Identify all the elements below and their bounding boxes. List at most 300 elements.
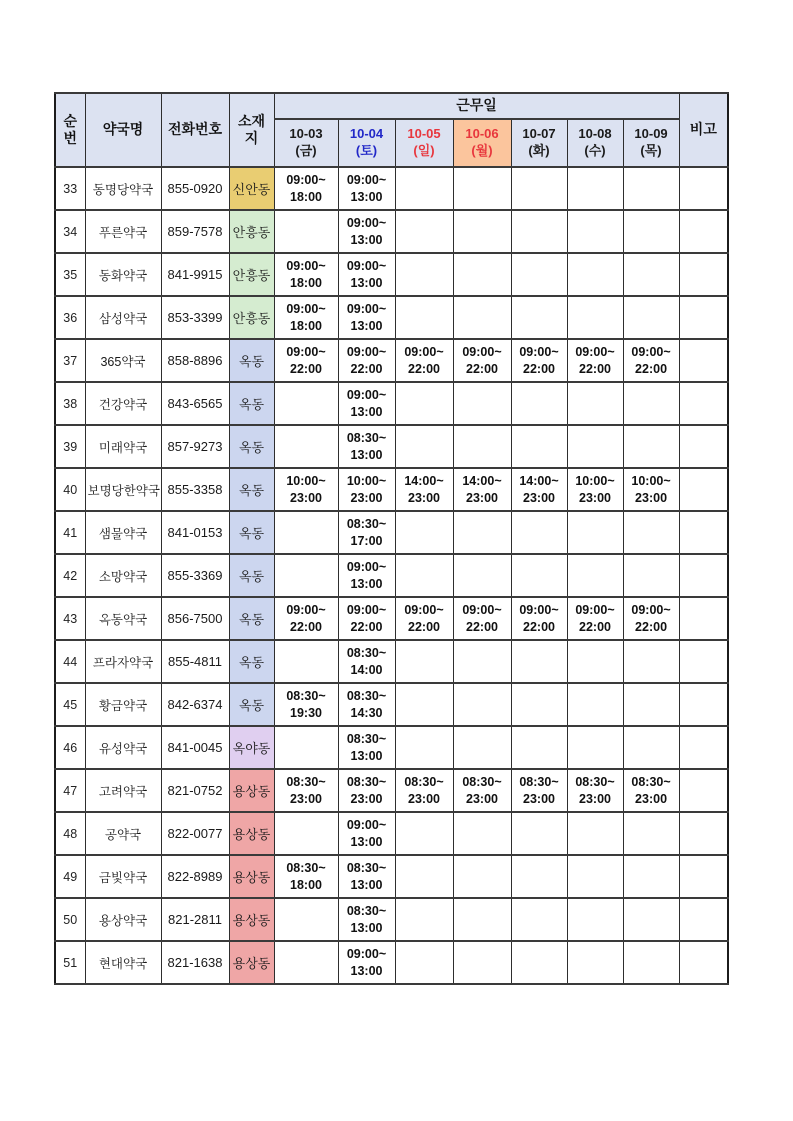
phone-cell: 859-7578 <box>161 210 229 253</box>
time-cell <box>453 511 511 554</box>
time-cell <box>511 425 567 468</box>
location-cell: 옥동 <box>229 382 274 425</box>
note-cell <box>679 726 728 769</box>
time-cell <box>511 640 567 683</box>
time-close: 14:00 <box>350 662 383 677</box>
weekday-label: (목) <box>640 143 662 158</box>
pharmacy-name-cell: 동명당약국 <box>85 167 161 210</box>
row-number-cell: 39 <box>55 425 85 468</box>
time-cell <box>511 941 567 984</box>
time-close: 13:00 <box>350 404 383 419</box>
time-cell <box>567 898 623 941</box>
pharmacy-name-cell: 금빛약국 <box>85 855 161 898</box>
time-open: 09:00~ <box>286 258 326 273</box>
time-cell <box>511 855 567 898</box>
time-cell <box>395 812 453 855</box>
note-cell <box>679 597 728 640</box>
time-cell <box>338 812 395 855</box>
time-close: 22:00 <box>579 361 611 376</box>
time-cell <box>274 339 338 382</box>
time-open: 14:00~ <box>462 473 502 488</box>
pharmacy-name-cell: 365약국 <box>85 339 161 382</box>
time-cell <box>623 296 679 339</box>
pharmacy-name-cell: 샘물약국 <box>85 511 161 554</box>
time-cell <box>395 554 453 597</box>
time-open: 08:30~ <box>404 774 444 789</box>
time-open: 08:30~ <box>519 774 559 789</box>
time-cell <box>338 855 395 898</box>
time-cell <box>623 769 679 812</box>
time-cell <box>338 253 395 296</box>
date-label: 10-06 <box>465 126 499 142</box>
time-open: 09:00~ <box>286 602 326 617</box>
time-cell <box>274 210 338 253</box>
time-cell <box>395 339 453 382</box>
time-open: 08:30~ <box>286 860 326 875</box>
note-cell <box>679 941 728 984</box>
time-close: 13:00 <box>350 920 383 935</box>
time-cell <box>567 425 623 468</box>
note-cell <box>679 296 728 339</box>
time-cell <box>453 683 511 726</box>
date-label: 10-03 <box>289 126 323 142</box>
time-open: 09:00~ <box>575 602 615 617</box>
note-cell <box>679 640 728 683</box>
time-open: 09:00~ <box>462 602 502 617</box>
time-cell <box>338 425 395 468</box>
pharmacy-schedule-table <box>54 92 729 985</box>
time-cell <box>274 640 338 683</box>
time-open: 09:00~ <box>346 258 387 273</box>
time-cell <box>274 855 338 898</box>
weekday-label: (금) <box>295 143 317 158</box>
time-cell <box>453 468 511 511</box>
pharmacy-name-cell: 삼성약국 <box>85 296 161 339</box>
time-cell <box>395 769 453 812</box>
time-close: 22:00 <box>350 361 383 376</box>
time-cell <box>623 855 679 898</box>
header-date-10-04 <box>338 119 395 167</box>
time-cell <box>453 640 511 683</box>
phone-cell: 822-0077 <box>161 812 229 855</box>
time-open: 09:00~ <box>346 301 387 316</box>
weekday-label: (일) <box>413 143 435 158</box>
time-cell <box>338 683 395 726</box>
time-open: 08:30~ <box>346 903 387 918</box>
time-cell <box>567 683 623 726</box>
note-cell <box>679 898 728 941</box>
pharmacy-name-cell: 용상약국 <box>85 898 161 941</box>
time-cell <box>395 726 453 769</box>
phone-cell: 841-0153 <box>161 511 229 554</box>
note-cell <box>679 554 728 597</box>
table-row <box>55 468 728 511</box>
header-row-number: 순번 <box>55 93 85 167</box>
time-cell <box>395 941 453 984</box>
phone-cell: 821-2811 <box>161 898 229 941</box>
row-number-cell: 47 <box>55 769 85 812</box>
time-open: 08:30~ <box>346 860 387 875</box>
phone-cell: 841-9915 <box>161 253 229 296</box>
time-cell <box>567 210 623 253</box>
header-date-10-06 <box>453 119 511 167</box>
table-row <box>55 511 728 554</box>
pharmacy-name-cell: 공약국 <box>85 812 161 855</box>
table-row <box>55 253 728 296</box>
table-row <box>55 167 728 210</box>
time-cell <box>567 339 623 382</box>
time-open: 08:30~ <box>346 645 387 660</box>
time-cell <box>567 726 623 769</box>
note-cell <box>679 382 728 425</box>
time-close: 13:00 <box>350 232 383 247</box>
location-cell: 옥동 <box>229 511 274 554</box>
time-cell <box>274 468 338 511</box>
header-date-10-09 <box>623 119 679 167</box>
time-cell <box>453 382 511 425</box>
time-cell <box>567 468 623 511</box>
time-cell <box>395 167 453 210</box>
time-open: 10:00~ <box>346 473 387 488</box>
row-number-cell: 33 <box>55 167 85 210</box>
time-cell <box>395 511 453 554</box>
time-cell <box>623 382 679 425</box>
time-close: 23:00 <box>350 490 383 505</box>
time-cell <box>453 554 511 597</box>
time-cell <box>338 339 395 382</box>
location-cell: 용상동 <box>229 812 274 855</box>
pharmacy-name-cell: 소망약국 <box>85 554 161 597</box>
row-number-cell: 49 <box>55 855 85 898</box>
time-cell <box>623 554 679 597</box>
time-open: 08:30~ <box>346 516 387 531</box>
time-cell <box>338 296 395 339</box>
table-row <box>55 597 728 640</box>
time-open: 09:00~ <box>286 172 326 187</box>
time-cell <box>274 296 338 339</box>
note-cell <box>679 167 728 210</box>
location-cell: 옥동 <box>229 683 274 726</box>
time-cell <box>567 855 623 898</box>
row-number-cell: 50 <box>55 898 85 941</box>
note-cell <box>679 511 728 554</box>
time-close: 13:00 <box>350 447 383 462</box>
time-cell <box>274 597 338 640</box>
time-open: 08:30~ <box>346 430 387 445</box>
time-open: 09:00~ <box>631 344 671 359</box>
time-cell <box>511 726 567 769</box>
time-cell <box>274 769 338 812</box>
time-cell <box>623 339 679 382</box>
time-cell <box>274 167 338 210</box>
date-label: 10-04 <box>349 126 384 142</box>
row-number-cell: 45 <box>55 683 85 726</box>
phone-cell: 843-6565 <box>161 382 229 425</box>
time-open: 09:00~ <box>346 344 387 359</box>
time-open: 08:30~ <box>346 774 387 789</box>
header-note: 비고 <box>679 93 728 167</box>
time-cell <box>338 941 395 984</box>
time-close: 23:00 <box>523 490 555 505</box>
location-cell: 용상동 <box>229 769 274 812</box>
phone-cell: 858-8896 <box>161 339 229 382</box>
time-cell <box>511 167 567 210</box>
time-cell <box>567 296 623 339</box>
header-phone: 전화번호 <box>161 93 229 167</box>
time-cell <box>623 726 679 769</box>
time-close: 18:00 <box>290 877 322 892</box>
time-open: 09:00~ <box>346 602 387 617</box>
time-close: 23:00 <box>290 490 322 505</box>
location-cell: 옥동 <box>229 339 274 382</box>
phone-cell: 857-9273 <box>161 425 229 468</box>
time-close: 23:00 <box>466 791 498 806</box>
time-cell <box>274 511 338 554</box>
weekday-label: (월) <box>471 143 493 158</box>
table-row <box>55 382 728 425</box>
time-cell <box>511 597 567 640</box>
time-cell <box>623 941 679 984</box>
weekday-label: (수) <box>584 143 606 158</box>
row-number-cell: 46 <box>55 726 85 769</box>
table-row <box>55 941 728 984</box>
time-cell <box>453 812 511 855</box>
time-close: 23:00 <box>408 490 440 505</box>
time-cell <box>511 210 567 253</box>
time-close: 22:00 <box>523 361 555 376</box>
time-close: 22:00 <box>523 619 555 634</box>
time-close: 22:00 <box>290 619 322 634</box>
table-row <box>55 210 728 253</box>
time-cell <box>511 511 567 554</box>
time-close: 23:00 <box>635 791 668 806</box>
time-cell <box>453 941 511 984</box>
time-cell <box>453 855 511 898</box>
time-open: 09:00~ <box>346 172 387 187</box>
time-close: 22:00 <box>466 361 498 376</box>
time-cell <box>395 382 453 425</box>
location-cell: 옥동 <box>229 640 274 683</box>
time-cell <box>338 769 395 812</box>
time-cell <box>567 167 623 210</box>
pharmacy-name-cell: 현대약국 <box>85 941 161 984</box>
time-cell <box>338 167 395 210</box>
time-close: 23:00 <box>290 791 322 806</box>
time-cell <box>395 898 453 941</box>
phone-cell: 821-0752 <box>161 769 229 812</box>
time-open: 08:30~ <box>346 731 387 746</box>
time-cell <box>395 683 453 726</box>
time-cell <box>511 253 567 296</box>
time-cell <box>274 898 338 941</box>
time-open: 09:00~ <box>519 602 559 617</box>
time-cell <box>567 769 623 812</box>
pharmacy-name-cell: 보명당한약국 <box>85 468 161 511</box>
table-row <box>55 898 728 941</box>
time-cell <box>623 167 679 210</box>
row-number-cell: 34 <box>55 210 85 253</box>
phone-cell: 855-4811 <box>161 640 229 683</box>
time-open: 09:00~ <box>346 215 387 230</box>
note-cell <box>679 769 728 812</box>
table-row <box>55 769 728 812</box>
time-open: 09:00~ <box>404 602 444 617</box>
phone-cell: 856-7500 <box>161 597 229 640</box>
time-close: 23:00 <box>466 490 498 505</box>
time-close: 23:00 <box>523 791 555 806</box>
time-cell <box>338 554 395 597</box>
table-row <box>55 683 728 726</box>
weekday-label: (토) <box>355 143 378 158</box>
header-location: 소재지 <box>229 93 274 167</box>
time-cell <box>511 898 567 941</box>
time-cell <box>623 640 679 683</box>
time-cell <box>567 382 623 425</box>
note-cell <box>679 210 728 253</box>
pharmacy-name-cell: 푸른약국 <box>85 210 161 253</box>
table-row <box>55 726 728 769</box>
header-workdays: 근무일 <box>274 93 679 119</box>
time-cell <box>453 769 511 812</box>
time-close: 13:00 <box>350 834 383 849</box>
phone-cell: 821-1638 <box>161 941 229 984</box>
time-close: 22:00 <box>290 361 322 376</box>
time-open: 08:30~ <box>462 774 502 789</box>
time-cell <box>395 468 453 511</box>
header-date-10-05 <box>395 119 453 167</box>
location-cell: 옥동 <box>229 425 274 468</box>
time-cell <box>338 640 395 683</box>
time-close: 23:00 <box>408 791 440 806</box>
time-cell <box>274 425 338 468</box>
phone-cell: 842-6374 <box>161 683 229 726</box>
time-cell <box>338 511 395 554</box>
note-cell <box>679 339 728 382</box>
time-cell <box>338 898 395 941</box>
time-cell <box>453 898 511 941</box>
time-open: 08:30~ <box>286 688 326 703</box>
time-cell <box>453 210 511 253</box>
note-cell <box>679 253 728 296</box>
time-cell <box>395 597 453 640</box>
time-open: 09:00~ <box>346 946 387 961</box>
time-close: 23:00 <box>635 490 668 505</box>
table-row <box>55 640 728 683</box>
time-open: 09:00~ <box>404 344 444 359</box>
note-cell <box>679 468 728 511</box>
row-number-cell: 48 <box>55 812 85 855</box>
time-cell <box>274 382 338 425</box>
table-row <box>55 296 728 339</box>
note-cell <box>679 812 728 855</box>
pharmacy-name-cell: 고려약국 <box>85 769 161 812</box>
note-cell <box>679 683 728 726</box>
pharmacy-name-cell: 황금약국 <box>85 683 161 726</box>
time-close: 22:00 <box>579 619 611 634</box>
time-close: 22:00 <box>635 361 668 376</box>
row-number-cell: 44 <box>55 640 85 683</box>
time-open: 09:00~ <box>346 559 387 574</box>
row-number-cell: 40 <box>55 468 85 511</box>
time-close: 22:00 <box>350 619 383 634</box>
time-cell <box>453 167 511 210</box>
time-cell <box>338 726 395 769</box>
time-close: 13:00 <box>350 576 383 591</box>
time-cell <box>274 941 338 984</box>
time-cell <box>274 726 338 769</box>
row-number-cell: 36 <box>55 296 85 339</box>
table-row <box>55 425 728 468</box>
header-date-10-08 <box>567 119 623 167</box>
row-number-cell: 38 <box>55 382 85 425</box>
time-open: 09:00~ <box>575 344 615 359</box>
time-cell <box>453 597 511 640</box>
phone-cell: 822-8989 <box>161 855 229 898</box>
time-cell <box>567 597 623 640</box>
time-close: 23:00 <box>579 791 611 806</box>
time-cell <box>623 898 679 941</box>
time-cell <box>623 425 679 468</box>
time-close: 18:00 <box>290 189 322 204</box>
row-number-cell: 35 <box>55 253 85 296</box>
phone-cell: 855-3369 <box>161 554 229 597</box>
time-cell <box>453 425 511 468</box>
time-cell <box>511 339 567 382</box>
date-label: 10-08 <box>578 126 612 142</box>
time-cell <box>623 210 679 253</box>
time-cell <box>511 554 567 597</box>
time-open: 09:00~ <box>631 602 671 617</box>
time-open: 14:00~ <box>519 473 559 488</box>
time-close: 13:00 <box>350 189 383 204</box>
table-row <box>55 339 728 382</box>
time-cell <box>395 855 453 898</box>
time-open: 09:00~ <box>519 344 559 359</box>
time-close: 13:00 <box>350 963 383 978</box>
time-close: 19:30 <box>290 705 322 720</box>
weekday-label: (화) <box>528 143 550 158</box>
time-cell <box>338 382 395 425</box>
row-number-cell: 43 <box>55 597 85 640</box>
time-close: 13:00 <box>350 748 383 763</box>
time-open: 09:00~ <box>286 344 326 359</box>
location-cell: 안흥동 <box>229 210 274 253</box>
time-cell <box>511 296 567 339</box>
time-open: 10:00~ <box>631 473 671 488</box>
time-cell <box>274 683 338 726</box>
pharmacy-name-cell: 프라자약국 <box>85 640 161 683</box>
time-cell <box>395 210 453 253</box>
time-open: 08:30~ <box>286 774 326 789</box>
time-cell <box>395 296 453 339</box>
time-cell <box>623 597 679 640</box>
time-cell <box>567 253 623 296</box>
pharmacy-name-cell: 동화약국 <box>85 253 161 296</box>
phone-cell: 855-3358 <box>161 468 229 511</box>
time-cell <box>567 640 623 683</box>
time-open: 09:00~ <box>462 344 502 359</box>
pharmacy-name-cell: 미래약국 <box>85 425 161 468</box>
date-label: 10-07 <box>522 126 556 142</box>
time-cell <box>511 769 567 812</box>
time-cell <box>453 296 511 339</box>
time-cell <box>511 382 567 425</box>
time-open: 09:00~ <box>346 387 387 402</box>
time-cell <box>338 468 395 511</box>
time-close: 23:00 <box>350 791 383 806</box>
pharmacy-name-cell: 유성약국 <box>85 726 161 769</box>
time-cell <box>567 941 623 984</box>
